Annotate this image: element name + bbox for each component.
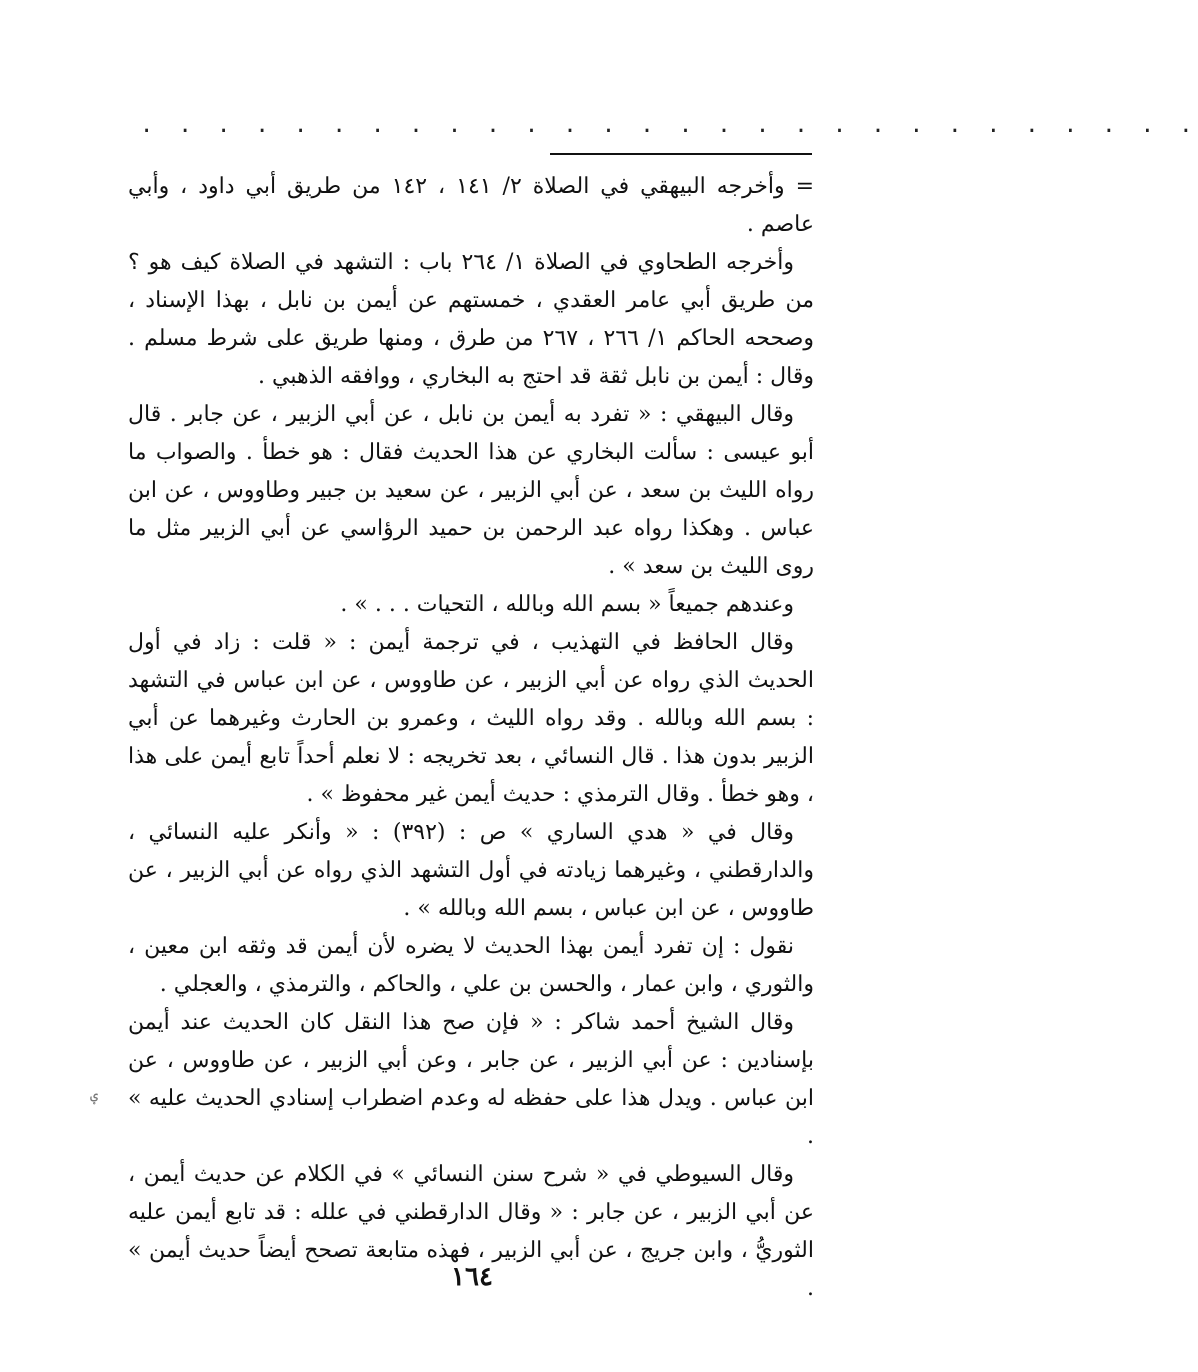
- page-number: ١٦٤: [451, 1262, 493, 1292]
- paragraph-8: وقال الشيخ أحمد شاكر : « فإن صح هذا النقل كان الحديث عند أيمن بإسنادين : عن أبي الزبير ، عن جابر ، وعن أبي الزبير ، عن طاووس ، عن ابن عباس . ويدل هذا على حفظه له وعدم اضطراب إسنادي الحديث عليه » .: [128, 1010, 814, 1149]
- paragraph-2: وأخرجه الطحاوي في الصلاة ١/ ٢٦٤ باب : التشهد في الصلاة كيف هو ؟ من طريق أبي عامر العقدي ، خمستهم عن أيمن بن نابل ، بهذا الإسناد ، وصححه الحاكم ١/ ٢٦٦ ، ٢٦٧ من طرق ، ومنها طريق على شرط مسلم . وقال : أيمن بن نابل ثقة قد احتج به البخاري ، ووافقه الذهبي .: [128, 250, 815, 389]
- paragraph-3: وقال البيهقي : « تفرد به أيمن بن نابل ، عن أبي الزبير ، عن جابر . قال أبو عيسى : سألت البخاري عن هذا الحديث فقال : هو خطأ . والصواب ما رواه الليث بن سعد ، عن أبي الزبير ، عن سعيد بن جبير وطاووس ، عن ابن عباس . وهكذا رواه عبد الرحمن بن حميد الرؤاسي عن أبي الزبير مثل ما روى الليث بن سعد » .: [128, 402, 814, 579]
- paragraph-9: وقال السيوطي في « شرح سنن النسائي » في الكلام عن حديث أيمن ، عن أبي الزبير ، عن جابر : « وقال الدارقطني في علله : قد تابع أيمن عليه الثوريُّ ، وابن جريج ، عن أبي الزبير ، فهذه متابعة تصحح أيضاً حديث أيمن » .: [128, 1162, 814, 1301]
- footnote-rule: [550, 153, 812, 155]
- paragraph-1: = وأخرجه البيهقي في الصلاة ٢/ ١٤١ ، ١٤٢ من طريق أبي داود ، وأبي عاصم .: [128, 174, 815, 237]
- paragraph-6: وقال في « هدي الساري » ص : (٣٩٢) : « وأنكر عليه النسائي ، والدارقطني ، وغيرهما زيادته في أول التشهد الذي رواه عن أبي الزبير ، عن طاووس ، عن ابن عباس ، بسم الله وبالله » .: [128, 820, 814, 921]
- paragraph-5: وقال الحافظ في التهذيب ، في ترجمة أيمن : « قلت : زاد في أول الحديث الذي رواه عن أبي الزبير ، عن طاووس ، عن ابن عباس في التشهد : بسم الله وبالله . وقد رواه الليث ، وعمرو بن الحارث وغيرهما عن أبي الزبير بدون هذا . قال النسائي ، بعد تخريجه : لا نعلم أحداً تابع أيمن على هذا ، وهو خطأ . وقال الترمذي : حديث أيمن غير محفوظ » .: [128, 630, 814, 807]
- dotted-separator: . . . . . . . . . . . . . . . . . . . . . . . . . . . .: [140, 113, 1198, 138]
- paragraph-7: نقول : إن تفرد أيمن بهذا الحديث لا يضره لأن أيمن قد وثقه ابن معين ، والثوري ، وابن عمار ، والحسن بن علي ، والحاكم ، والترمذي ، والعجلي .: [128, 934, 814, 997]
- margin-mark: ؠ: [90, 1087, 99, 1103]
- footnote-text: [128, 168, 814, 1308]
- paragraph-4: وعندهم جميعاً « بسم الله وبالله ، التحيات . . . » .: [340, 592, 794, 617]
